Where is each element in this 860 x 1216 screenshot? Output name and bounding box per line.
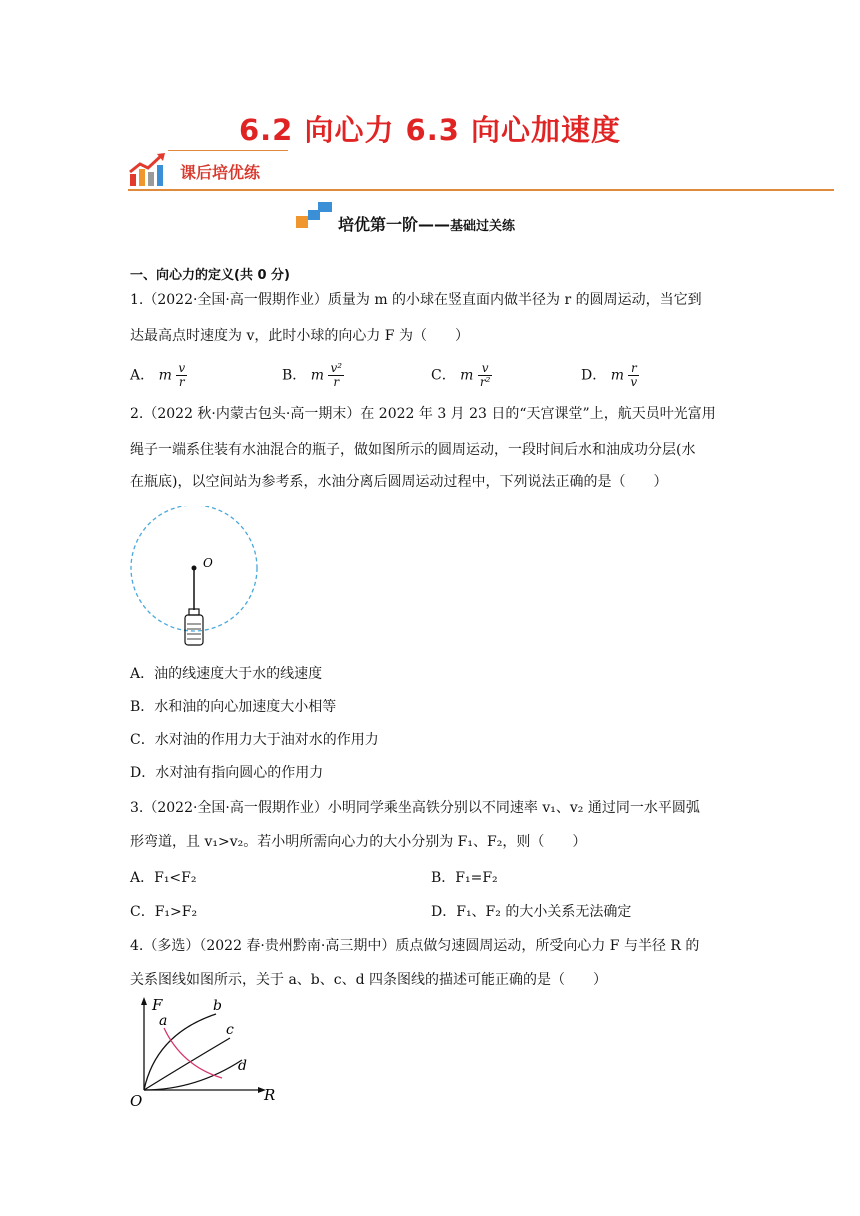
q4-line2: 关系图线如图所示，关于 a、b、c、d 四条图线的描述可能正确的是（ ） xyxy=(130,972,608,988)
page-title: 6.2 向心力 6.3 向心加速度 xyxy=(238,113,622,147)
center-label: O xyxy=(203,556,213,570)
q2-option-a: A．油的线速度大于水的线速度 xyxy=(130,666,323,682)
option-label: C． xyxy=(431,367,456,384)
axis-label-F: F xyxy=(152,996,163,1014)
fraction: $\frac{v}{r}$ xyxy=(178,361,186,389)
q3-line2: 形弯道，且 v₁>v₂。若小明所需向心力的大小分别为 F₁、F₂，则（ ） xyxy=(130,834,587,850)
q2-line3: 在瓶底)，以空间站为参考系，水油分离后圆周运动过程中，下列说法正确的是（ ） xyxy=(130,474,668,490)
badge-label: 课后培优练 xyxy=(180,163,261,182)
curve-label-a: a xyxy=(159,1013,168,1029)
q2-option-d: D．水对油有指向圆心的作用力 xyxy=(130,765,324,781)
q2-line2: 绳子一端系住装有水油混合的瓶子，做如图所示的圆周运动，一段时间后水和油成功分层(水 xyxy=(130,442,696,458)
curve-label-d: d xyxy=(238,1058,247,1074)
blocks-icon xyxy=(296,202,334,230)
section-badge xyxy=(128,150,838,192)
option-label: A． xyxy=(130,367,155,384)
q1-line2: 达最高点时速度为 v，此时小球的向心力 F 为（ ） xyxy=(130,328,469,344)
q2-option-c: C．水对油的作用力大于油对水的作用力 xyxy=(130,732,379,748)
option-label: B． xyxy=(282,367,307,384)
tier-sub: 基础过关练 xyxy=(450,219,516,234)
q3-option-a: A．F₁<F₂ xyxy=(130,870,197,886)
fraction: $\frac{\text{v²}}{r}$ xyxy=(330,361,343,389)
curve-label-c: c xyxy=(226,1022,234,1038)
mass-symbol: m xyxy=(158,367,172,384)
q2-line1: 2.（2022 秋·内蒙古包头·高一期末）在 2022 年 3 月 23 日的“天宫课堂”上，航天员叶光富用 xyxy=(130,406,716,422)
curve-label-b: b xyxy=(213,998,222,1014)
bar-chart-icon xyxy=(128,152,168,188)
bottle-circle-figure xyxy=(128,506,268,656)
badge-rule xyxy=(128,189,834,191)
option-label: D． xyxy=(581,367,607,384)
tier-label: 培优第一阶 xyxy=(338,215,419,234)
mass-symbol: m xyxy=(610,367,624,384)
q1-line1: 1.（2022·全国·高一假期作业）质量为 m 的小球在竖直面内做半径为 r 的圆周运动，当它到 xyxy=(130,292,702,308)
section-heading: 一、向心力的定义(共 0 分) xyxy=(130,268,290,283)
q3-option-b: B．F₁=F₂ xyxy=(431,870,498,886)
q1-option-a xyxy=(130,362,187,389)
q1-option-c xyxy=(431,362,492,389)
fraction: $\frac{v}{\text{r²}}$ xyxy=(479,361,491,389)
tier-dash: —— xyxy=(418,215,451,234)
q4-line1: 4.（多选）（2022 春·贵州黔南·高三期中）质点做匀速圆周运动，所受向心力 F 与半径 R 的 xyxy=(130,938,700,954)
q3-line1: 3.（2022·全国·高一假期作业）小明同学乘坐高铁分别以不同速率 v₁、v₂ 通过同一水平圆弧 xyxy=(130,800,700,816)
tier-heading xyxy=(296,200,616,240)
origin-label: O xyxy=(130,1092,143,1108)
q3-option-c: C．F₁>F₂ xyxy=(130,904,198,920)
badge-top-rule xyxy=(168,150,288,151)
mass-symbol: m xyxy=(460,367,474,384)
q3-option-d: D．F₁、F₂ 的大小关系无法确定 xyxy=(431,904,632,920)
fraction: $\frac{r}{v}$ xyxy=(630,361,638,389)
q1-option-b xyxy=(282,362,344,389)
q1-option-d xyxy=(581,362,639,389)
mass-symbol: m xyxy=(310,367,325,384)
axis-label-R: R xyxy=(264,1086,276,1104)
force-radius-graph xyxy=(126,994,286,1108)
q2-option-b: B．水和油的向心加速度大小相等 xyxy=(130,699,337,715)
